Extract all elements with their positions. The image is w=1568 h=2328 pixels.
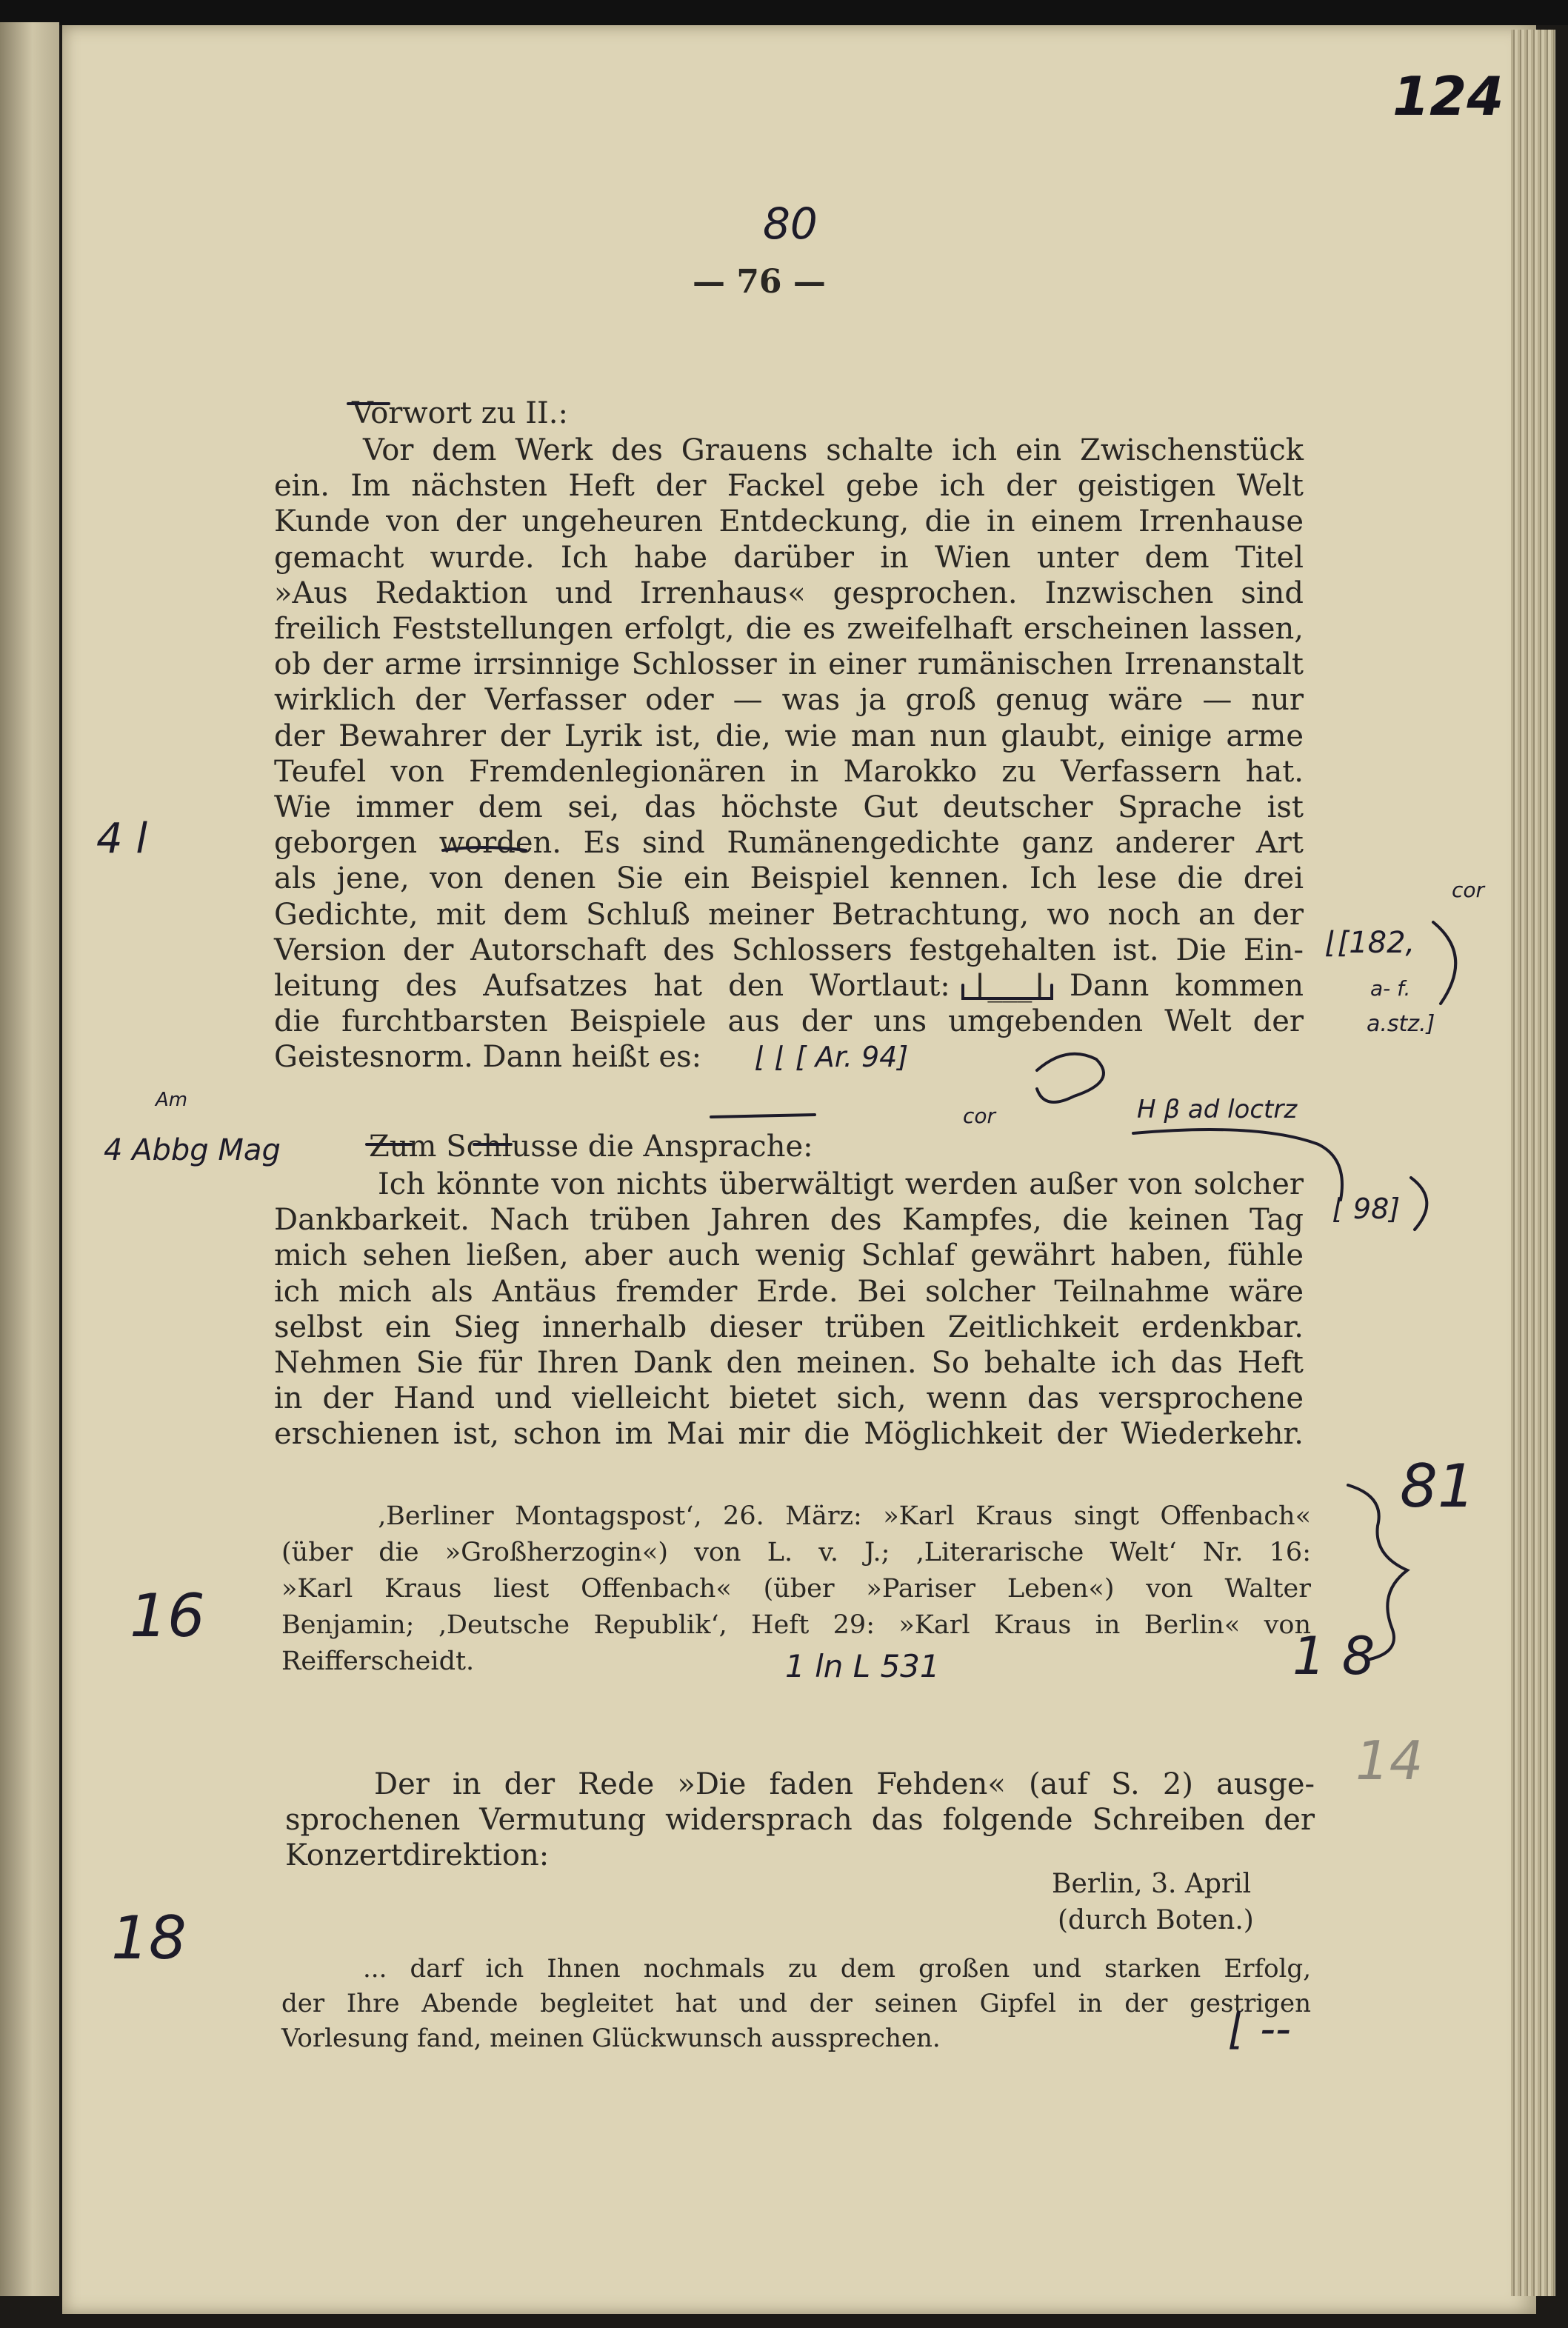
rede-line: Konzertdirektion: <box>285 1838 550 1873</box>
vorwort-line: der Bewahrer der Lyrik ist, die, wie man nun glaubt, einige arme <box>274 718 1304 753</box>
right-bracket-2 <box>1411 1178 1427 1230</box>
rede-line: Der in der Rede »Die faden Fehden« (auf S. 2) ausge- <box>374 1767 1315 1801</box>
strike-worden <box>443 847 526 850</box>
vorwort-line: leitung des Aufsatzes hat den Wortlaut: ⌊___⌋ Dann kommen <box>274 969 1304 1004</box>
vorwort-line: Teufel von Fremdenlegionären in Marokko zu Verfassern hat. <box>274 754 1304 789</box>
schluss-line: Ich könnte von nichts überwältigt werden außer von solcher <box>378 1167 1304 1201</box>
margin-note: 4 l <box>96 815 147 863</box>
margin-note: 18 <box>111 1904 187 1972</box>
connector-curve <box>1133 1130 1342 1200</box>
margin-note: ⌊ ⌊ [ Ar. 94] <box>755 1041 909 1073</box>
handwritten-page-number: 80 <box>763 199 818 249</box>
vorwort-line: »Aus Redaktion und Irrenhaus« gesprochen. Inzwischen sind <box>274 576 1304 610</box>
schluss-line: erschienen ist, schon im Mai mir die Möglichkeit der Wiederkehr. <box>274 1417 1304 1452</box>
vorwort-line: Kunde von der ungeheuren Entdeckung, die in einem Irrenhause <box>274 504 1304 539</box>
vorwort-heading: Vorwort zu II.: <box>352 396 568 430</box>
vorwort-line: als jene, von denen Sie ein Beispiel kennen. Ich lese die drei <box>274 861 1304 896</box>
vorwort-line: geborgen worden. Es sind Rumänengedichte ganz anderer Art <box>274 826 1304 861</box>
vorwort-line: wirklich der Verfasser oder — was ja groß genug wäre — nur <box>274 683 1304 718</box>
reference-line: ‚Berliner Montagspost‘, 26. März: »Karl Kraus singt Offenbach« <box>378 1501 1311 1531</box>
margin-note: 1 8 <box>1292 1626 1375 1687</box>
margin-note: 4 Abbg Mag <box>104 1133 281 1167</box>
vorwort-line: die furchtbarsten Beispiele aus der uns umgebenden Welt der <box>274 1004 1304 1039</box>
vorwort-line: freilich Feststellungen erfolgt, die es zweifelhaft erscheinen lassen, <box>274 612 1304 647</box>
margin-note: cor <box>1452 878 1485 902</box>
margin-note: cor <box>963 1104 996 1128</box>
printed-page-number: — 76 — <box>693 263 826 301</box>
vorwort-line: Version der Autorschaft des Schlossers festgehalten ist. Die Ein- <box>274 933 1304 967</box>
insertion-bracket <box>963 985 1052 998</box>
margin-note: 1 ln L 531 <box>785 1648 940 1684</box>
vorwort-line: Vor dem Werk des Grauens schalte ich ein Zwischenstück <box>363 433 1304 467</box>
letter-place-date: Berlin, 3. April <box>1052 1869 1252 1899</box>
margin-note: H β ad loctrz <box>1137 1095 1298 1124</box>
margin-note: Am <box>156 1089 188 1111</box>
reference-line: (über die »Großherzogin«) von L. v. J.; ‚Literarische Welt‘ Nr. 16: <box>281 1538 1311 1567</box>
letter-line: ... darf ich Ihnen nochmals zu dem großen und starken Erfolg, <box>363 1954 1311 1984</box>
right-bracket-1 <box>1433 922 1455 1004</box>
letter-line: der Ihre Abende begleitet hat und der seinen Gipfel in der gestrigen <box>281 1989 1311 2018</box>
margin-note: ⌊ -- <box>1230 2004 1291 2054</box>
schluss-line: selbst ein Sieg innerhalb dieser trüben Zeitlichkeit erdenkbar. <box>274 1310 1304 1344</box>
vorwort-line: gemacht wurde. Ich habe darüber in Wien unter dem Titel <box>274 540 1304 575</box>
vorwort-line: Wie immer dem sei, das höchste Gut deutscher Sprache ist <box>274 790 1304 825</box>
margin-note: ⌊ 98] <box>1333 1193 1401 1225</box>
margin-note: a- f. <box>1370 976 1411 1001</box>
underline-vorwort <box>711 1115 815 1117</box>
brace-refs <box>1348 1485 1407 1659</box>
schluss-line: Dankbarkeit. Nach trüben Jahren des Kampfes, die keinen Tag <box>274 1203 1304 1238</box>
vorwort-line: Gedichte, mit dem Schluß meiner Betrachtung, wo noch an der <box>274 897 1304 932</box>
schluss-line: mich sehen ließen, aber auch wenig Schlaf gewährt haben, fühle <box>274 1238 1304 1273</box>
margin-note: a.stz.] <box>1367 1011 1435 1037</box>
letter-line: Vorlesung fand, meinen Glückwunsch aussprechen. <box>281 2024 941 2053</box>
vorwort-line: ein. Im nächsten Heft der Fackel gebe ich der geistigen Welt <box>274 469 1304 504</box>
margin-note-pencil: 14 <box>1355 1730 1424 1792</box>
letter-delivery: (durch Boten.) <box>1058 1905 1254 1935</box>
reference-line: »Karl Kraus liest Offenbach« (über »Pariser Leben«) von Walter <box>281 1574 1311 1604</box>
vorwort-line: Geistesnorm. Dann heißt es: <box>274 1040 702 1075</box>
reference-line: Benjamin; ‚Deutsche Republik‘, Heft 29: »Karl Kraus in Berlin« von <box>281 1610 1311 1640</box>
margin-note: 16 <box>130 1581 205 1650</box>
scribble-dann <box>1037 1054 1104 1102</box>
schluss-line: ich mich als Antäus fremder Erde. Bei solcher Teilnahme wäre <box>274 1274 1304 1309</box>
schluss-line: Nehmen Sie für Ihren Dank den meinen. So behalte ich das Heft <box>274 1346 1304 1381</box>
rede-line: sprochenen Vermutung widersprach das folgende Schreiben der <box>285 1803 1315 1838</box>
schluss-heading: Zum Schlusse die Ansprache: <box>369 1130 813 1164</box>
margin-note: 81 <box>1400 1452 1475 1521</box>
margin-note: ⌊[182, <box>1326 926 1415 960</box>
vorwort-line: ob der arme irrsinnige Schlosser in einer rumänischen Irrenanstalt <box>274 647 1304 682</box>
folio-stamp: 124 <box>1392 65 1504 127</box>
reference-line: Reifferscheidt. <box>281 1647 475 1676</box>
schluss-line: in der Hand und vielleicht bietet sich, wenn das versprochene <box>274 1381 1304 1416</box>
